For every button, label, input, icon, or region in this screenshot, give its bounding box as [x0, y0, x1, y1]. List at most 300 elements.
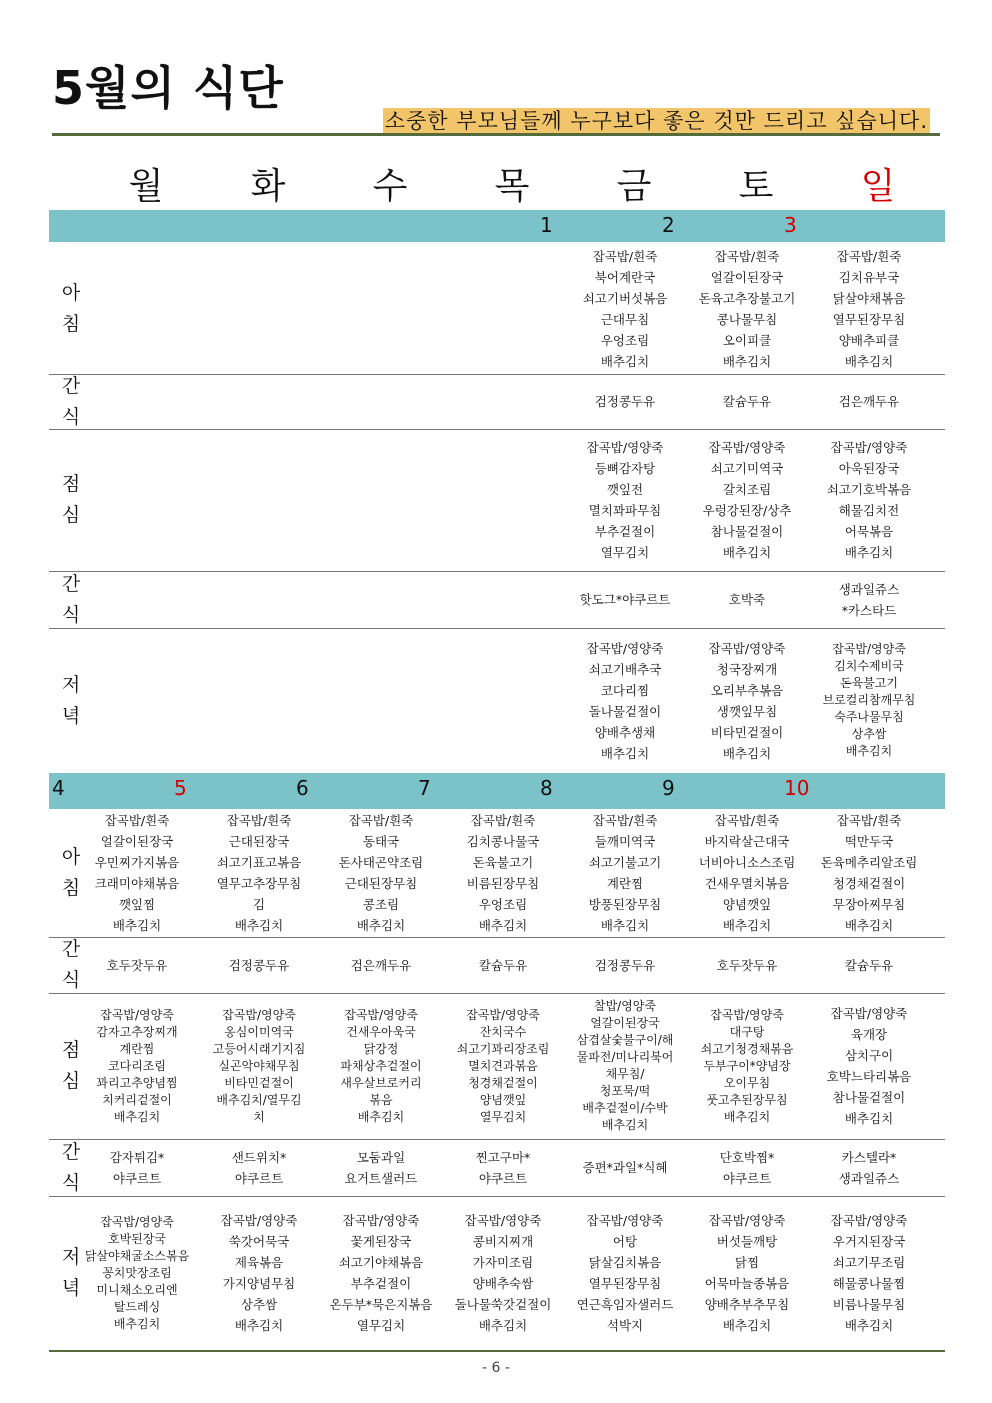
menu-cell [76, 993, 198, 1139]
menu-cell [76, 628, 198, 773]
menu-item: 양배추숙쌈 [472, 1276, 534, 1291]
menu-item: 칼슘두유 [722, 394, 772, 409]
menu-cell [442, 809, 564, 937]
menu-cell [320, 244, 442, 374]
menu-cell [808, 628, 930, 773]
menu-item: 상추쌈 [851, 727, 887, 741]
menu-item: 검은깨두유 [838, 394, 900, 409]
menu-item: 꽈리고추양념찜 [96, 1075, 178, 1090]
menu-cell [808, 809, 930, 937]
menu-cell [198, 429, 320, 571]
menu-item: 호두잣두유 [716, 957, 778, 973]
menu-item: 잡곡밥/영양죽 [586, 1213, 664, 1228]
menu-cell [442, 429, 564, 571]
menu-item: 잡곡밥/흰죽 [714, 813, 780, 828]
menu-cell [198, 1139, 320, 1196]
menu-cell [808, 1139, 930, 1196]
menu-item: 채무침/ [605, 1067, 645, 1081]
menu-item: 카스텔라* [841, 1149, 897, 1165]
menu-item: 찐고구마* [475, 1149, 531, 1165]
meal-label-char: 녁 [61, 1277, 81, 1299]
menu-item: 쇠고기미역국 [710, 461, 784, 476]
menu-item: 김치콩나물국 [466, 834, 540, 849]
menu-item: 야쿠르트 [234, 1170, 284, 1186]
menu-item: 배추김치 [723, 1109, 771, 1124]
menu-item: 너비아니소스조림 [698, 855, 796, 870]
menu-item: 온두부*묵은지볶음 [329, 1297, 433, 1312]
lunch-row [49, 429, 945, 572]
menu-cell [320, 628, 442, 773]
meal-label-char: 침 [61, 313, 81, 335]
menu-item: 배추겉절이/수박 [582, 1101, 668, 1115]
menu-cell [320, 937, 442, 993]
menu-item: 검정콩두유 [228, 957, 290, 973]
menu-cell [686, 429, 808, 571]
menu-item: 배추김치 [600, 745, 650, 761]
menu-cell [564, 374, 686, 429]
menu-item: 우렁강된장/상추 [702, 503, 792, 518]
menu-item: 닭찜 [734, 1255, 760, 1270]
snack-row [49, 571, 945, 629]
menu-item: 오리부추볶음 [710, 682, 784, 698]
menu-item: 배추김치 [722, 918, 772, 933]
menu-item: 검정콩두유 [594, 394, 656, 409]
menu-item: 깻잎전 [606, 482, 644, 497]
menu-cell [76, 1196, 198, 1350]
menu-item: 야쿠르트 [478, 1170, 528, 1186]
menu-cell [76, 571, 198, 628]
meal-label-char: 심 [61, 504, 81, 526]
menu-item: 계란찜 [119, 1041, 155, 1056]
menu-item: 멸치꽈파무침 [588, 503, 662, 518]
menu-cell [686, 628, 808, 773]
page-title: 5월의 식단 [52, 61, 284, 115]
menu-item: 닭살야채굴소스볶음 [84, 1248, 190, 1263]
menu-cell [808, 937, 930, 993]
menu-item: 생과일쥬스 [838, 581, 900, 597]
menu-item: 호두잣두유 [106, 957, 168, 973]
meal-label-char: 점 [61, 473, 81, 495]
menu-item: 갈치조림 [722, 482, 772, 497]
menu-cell [564, 809, 686, 937]
menu-item: 어묵마늘종볶음 [704, 1276, 790, 1291]
menu-item: 잡곡밥/영양죽 [100, 1214, 174, 1229]
menu-item: 꽃게된장국 [350, 1234, 412, 1249]
menu-item: 호박된장국 [108, 1231, 166, 1246]
lunch-row [49, 993, 945, 1140]
menu-item: 배추김치 [234, 1318, 284, 1333]
menu-item: 청포묵/떡 [599, 1084, 651, 1098]
menu-item: 미니채소오리엔 [96, 1282, 178, 1297]
menu-item: 샌드위치* [231, 1149, 287, 1165]
menu-item: 김치수제비국 [834, 659, 904, 673]
menu-item: 비타민겉절이 [710, 724, 784, 740]
menu-item: 콩비지찌개 [472, 1234, 534, 1249]
menu-item: 잡곡밥/영양죽 [342, 1213, 420, 1228]
menu-item: 건새우아욱국 [346, 1024, 416, 1039]
menu-cell [76, 937, 198, 993]
menu-item: 쇠고기버섯볶음 [582, 291, 668, 306]
menu-cell [686, 993, 808, 1139]
menu-cell [198, 628, 320, 773]
menu-item: 잡곡밥/영양죽 [220, 1213, 298, 1228]
date-number: 9 [662, 776, 675, 800]
menu-item: 근대된장국 [228, 834, 290, 849]
menu-item: 닭살김치볶음 [588, 1255, 662, 1270]
menu-item: 떡만두국 [844, 834, 894, 849]
menu-cell [442, 1196, 564, 1350]
menu-item: 배추김치 [601, 1118, 649, 1132]
menu-item: 모둠과일 [356, 1149, 406, 1165]
menu-cell [808, 1196, 930, 1350]
breakfast-row [49, 244, 945, 375]
menu-item: 치커리겉절이 [102, 1092, 172, 1107]
menu-cell [442, 571, 564, 628]
menu-cell [686, 1196, 808, 1350]
date-number: 10 [784, 776, 810, 800]
menu-item: 잡곡밥/흰죽 [104, 813, 170, 828]
menu-cell [808, 429, 930, 571]
menu-cell [320, 1139, 442, 1196]
menu-item: 잡곡밥/흰죽 [714, 249, 780, 264]
menu-item: 청경채겉절이 [468, 1075, 538, 1090]
menu-item: 쑥갓어묵국 [228, 1234, 290, 1249]
menu-item: 잡곡밥/영양죽 [586, 640, 664, 656]
menu-item: 배추김치 [844, 354, 894, 369]
menu-item: 쇠고기청경채볶음 [700, 1041, 794, 1056]
menu-item: 얼갈이된장국 [590, 1016, 660, 1030]
date-number: 6 [296, 776, 309, 800]
menu-item: 대구탕 [729, 1024, 765, 1039]
menu-item: 잔치국수 [479, 1024, 527, 1039]
weekday-sun: 일 [860, 166, 896, 207]
menu-item: 요거트샐러드 [344, 1170, 418, 1186]
meal-label-char: 아 [61, 282, 81, 304]
menu-item: 잡곡밥/흰죽 [226, 813, 292, 828]
meal-label-char: 간 [61, 1140, 81, 1163]
menu-item: 물파전/미나리북어 [576, 1050, 674, 1064]
menu-cell [808, 374, 930, 429]
weekday-fri: 금 [616, 166, 652, 207]
menu-cell [564, 993, 686, 1139]
menu-item: 브로컬리참깨무침 [822, 693, 916, 707]
menu-item: 등뼈감자탕 [594, 461, 656, 476]
menu-item: 코다리조림 [108, 1058, 166, 1073]
weekday-sat: 토 [738, 166, 774, 207]
menu-item: 육개장 [850, 1027, 888, 1042]
menu-item: 열무김치 [479, 1109, 527, 1124]
menu-item: 쇠고기배추국 [588, 661, 662, 677]
menu-item: 청경채겉절이 [832, 876, 906, 891]
menu-item: 잡곡밥/영양죽 [830, 1006, 908, 1021]
menu-item: 버섯들깨탕 [716, 1234, 778, 1249]
menu-item: 생깻잎무침 [716, 703, 778, 719]
title-rule [52, 133, 940, 136]
menu-item: 잡곡밥/영양죽 [222, 1007, 296, 1022]
menu-item: 연근흑임자샐러드 [576, 1297, 674, 1312]
menu-item: 비타민겉절이 [224, 1075, 294, 1090]
menu-item: 돈육불고기 [472, 855, 534, 870]
dinner-row [49, 628, 945, 775]
week-date-band [49, 773, 945, 809]
menu-item: 잡곡밥/흰죽 [592, 813, 658, 828]
menu-item: 제육볶음 [234, 1255, 284, 1270]
menu-item: 가자미조림 [472, 1255, 534, 1270]
menu-item: 배추김치 [722, 354, 772, 369]
menu-item: 탈드레싱 [113, 1299, 161, 1314]
menu-item: 배추김치 [478, 918, 528, 933]
menu-item: 콩조림 [362, 897, 400, 912]
menu-cell [320, 993, 442, 1139]
meal-label-char: 녁 [61, 704, 81, 727]
menu-item: 배추김치 [234, 918, 284, 933]
menu-item: 콩나물무침 [716, 312, 778, 327]
menu-cell [320, 571, 442, 628]
menu-item: 양념깻잎 [722, 897, 772, 912]
menu-item: 닭살야채볶음 [832, 291, 906, 306]
menu-item: 배추김치 [357, 1109, 405, 1124]
menu-item: 열무된장무침 [832, 312, 906, 327]
menu-cell [198, 1196, 320, 1350]
snack-row [49, 1139, 945, 1197]
menu-item: 계란찜 [606, 876, 644, 891]
menu-item: 바지락살근대국 [704, 834, 790, 849]
menu-item: 배추김치 [722, 545, 772, 560]
menu-item: 코다리찜 [600, 682, 650, 698]
meal-label-char: 간 [61, 374, 81, 397]
menu-item: 잡곡밥/영양죽 [100, 1007, 174, 1022]
menu-item: 배추김치 [844, 1318, 894, 1333]
menu-item: 얼갈이된장국 [100, 834, 174, 849]
menu-item: 잡곡밥/영양죽 [586, 440, 664, 455]
menu-cell [686, 937, 808, 993]
menu-cell [564, 244, 686, 374]
weekday-wed: 수 [372, 166, 408, 207]
menu-item: 증편*과일*식혜 [582, 1160, 668, 1175]
menu-cell [442, 374, 564, 429]
menu-item: 생과일쥬스 [838, 1170, 900, 1186]
weekday-mon: 월 [128, 166, 164, 207]
menu-item: 배추김치 [845, 744, 893, 758]
menu-item: 우엉조림 [600, 333, 650, 348]
menu-item: 우엉조림 [478, 897, 528, 912]
menu-item: 잡곡밥/영양죽 [344, 1007, 418, 1022]
menu-item: 치 [253, 1109, 265, 1124]
menu-cell [564, 429, 686, 571]
menu-item: 쇠고기표고볶음 [216, 855, 302, 870]
date-number: 2 [662, 213, 675, 237]
menu-item: 열무된장무침 [588, 1276, 662, 1291]
menu-item: 우거지된장국 [832, 1234, 906, 1249]
menu-item: 풋고추된장무침 [706, 1092, 788, 1107]
menu-cell [442, 244, 564, 374]
menu-item: 얼갈이된장국 [710, 270, 784, 285]
menu-cell [564, 1139, 686, 1196]
menu-item: 동태국 [362, 834, 400, 849]
menu-item: 참나물겉절이 [710, 524, 784, 539]
menu-item: 배추김치 [113, 1109, 161, 1124]
menu-item: 닭강정 [363, 1041, 399, 1056]
week-date-band [49, 210, 945, 242]
menu-item: 잡곡밥/영양죽 [832, 642, 906, 656]
meal-label-char: 식 [61, 1171, 81, 1194]
weekday-thu: 목 [494, 166, 530, 207]
menu-item: 두부구이*양념장 [703, 1058, 791, 1073]
menu-item: 칼슘두유 [844, 957, 894, 973]
menu-item: 양배추피클 [838, 333, 900, 348]
menu-cell [808, 571, 930, 628]
weekday-tue: 화 [250, 166, 286, 207]
menu-item: 부추겉절이 [350, 1276, 412, 1291]
menu-item: 꽁치맛장조림 [102, 1265, 172, 1280]
menu-item: 새우살브로커리 [340, 1075, 422, 1090]
date-number: 1 [540, 213, 553, 237]
date-number: 5 [174, 776, 187, 800]
meal-label-char: 아 [61, 846, 81, 868]
menu-item: 김치유부국 [838, 270, 900, 285]
weekday-header [49, 158, 945, 208]
menu-item: 돈육불고기 [840, 676, 898, 690]
menu-item: 잡곡밥/흰죽 [836, 813, 902, 828]
menu-item: 잡곡밥/흰죽 [348, 813, 414, 828]
menu-item: 호박느타리볶음 [826, 1069, 912, 1084]
menu-cell [198, 809, 320, 937]
breakfast-row [49, 809, 945, 938]
menu-item: 참나물겉절이 [832, 1090, 906, 1105]
meal-label-char: 식 [61, 405, 81, 428]
menu-item: 고등어시래기지짐 [212, 1041, 306, 1056]
menu-cell [320, 1196, 442, 1350]
menu-cell [442, 993, 564, 1139]
menu-cell [442, 937, 564, 993]
menu-item: 돈사태곤약조림 [338, 855, 424, 870]
menu-item: 잡곡밥/흰죽 [470, 813, 536, 828]
menu-item: 깻잎찜 [118, 897, 156, 912]
menu-item: 야쿠르트 [722, 1170, 772, 1186]
menu-item: 볶음 [369, 1092, 393, 1107]
menu-item: 열무김치 [600, 545, 650, 560]
menu-item: 근대무침 [600, 312, 650, 327]
meal-label-char: 점 [61, 1039, 81, 1061]
dinner-row [49, 1196, 945, 1352]
menu-item: 김 [252, 897, 266, 912]
menu-item: 찰밥/영양죽 [593, 999, 656, 1013]
menu-item: 열무김치 [356, 1318, 406, 1333]
menu-item: 파채상추겉절이 [340, 1058, 422, 1073]
menu-item: 배추김치 [722, 745, 772, 761]
menu-item: 북어계란국 [594, 270, 656, 285]
menu-item: 감자튀김* [109, 1149, 165, 1165]
menu-item: 배추김치 [844, 918, 894, 933]
menu-item: 쇠고기야채볶음 [338, 1255, 424, 1270]
menu-item: 돈육메추리알조림 [820, 855, 918, 870]
menu-item: 양배추부추무침 [704, 1297, 790, 1312]
menu-item: 잡곡밥/흰죽 [592, 249, 658, 264]
menu-item: 잡곡밥/영양죽 [708, 1213, 786, 1228]
menu-item: 해물김치전 [838, 503, 900, 518]
menu-item: 잡곡밥/흰죽 [836, 249, 902, 264]
menu-item: 청국장찌개 [716, 661, 778, 677]
menu-item: 상추쌈 [240, 1297, 278, 1312]
menu-item: 크래미야채볶음 [94, 876, 180, 891]
menu-cell [686, 571, 808, 628]
page-number: - 6 - [482, 1360, 510, 1376]
menu-item: 돌나물겉절이 [588, 703, 662, 719]
menu-cell [564, 571, 686, 628]
menu-item: 오이무침 [723, 1075, 771, 1090]
menu-item: 쇠고기불고기 [588, 855, 662, 870]
menu-cell [686, 244, 808, 374]
menu-cell [76, 429, 198, 571]
snack-row [49, 374, 945, 430]
menu-item: 옹심이미역국 [224, 1024, 294, 1039]
menu-item: 칼슘두유 [478, 957, 528, 973]
menu-item: 아욱된장국 [838, 461, 900, 476]
menu-item: 해물콩나물찜 [832, 1276, 906, 1291]
date-number: 8 [540, 776, 553, 800]
menu-cell [808, 244, 930, 374]
snack-row [49, 937, 945, 994]
date-number: 7 [418, 776, 431, 800]
menu-item: 배추김치 [722, 1318, 772, 1333]
menu-cell [686, 1139, 808, 1196]
menu-item: 배추김치 [112, 918, 162, 933]
meal-label-char: 간 [61, 572, 81, 595]
menu-cell [198, 244, 320, 374]
menu-item: 어탕 [612, 1234, 638, 1249]
menu-item: 야쿠르트 [112, 1170, 162, 1186]
menu-cell [442, 628, 564, 773]
meal-label-char: 간 [61, 938, 81, 960]
menu-item: 잡곡밥/영양죽 [830, 1213, 908, 1228]
menu-cell [198, 571, 320, 628]
menu-cell [76, 374, 198, 429]
menu-cell [198, 937, 320, 993]
menu-item: 오이피클 [722, 333, 772, 348]
menu-item: 멸치견과볶음 [468, 1058, 538, 1073]
menu-item: 잡곡밥/영양죽 [710, 1007, 784, 1022]
menu-item: 배추김치 [844, 545, 894, 560]
menu-item: 우민찌가지볶음 [94, 855, 180, 870]
menu-item: 잡곡밥/영양죽 [708, 640, 786, 656]
menu-item: 돌나물쑥갓겉절이 [454, 1297, 552, 1312]
menu-item: 무장아찌무침 [832, 897, 906, 912]
menu-item: 배추김치 [600, 918, 650, 933]
menu-item: 건새우멸치볶음 [704, 876, 790, 891]
menu-item: 비름나물무침 [832, 1297, 906, 1312]
menu-item: 핫도그*야쿠르트 [579, 592, 671, 607]
menu-cell [564, 937, 686, 993]
menu-cell [442, 1139, 564, 1196]
menu-cell [76, 244, 198, 374]
menu-item: 배추김치 [844, 1111, 894, 1126]
menu-item: 삼치구이 [844, 1048, 894, 1063]
menu-cell [76, 809, 198, 937]
menu-item: 쇠고기무조림 [832, 1255, 906, 1270]
menu-item: 방풍된장무침 [588, 897, 662, 912]
menu-item: 쇠고기호박볶음 [826, 482, 912, 497]
menu-cell [320, 374, 442, 429]
menu-cell [564, 1196, 686, 1350]
menu-item: 쇠고기꽈리장조림 [456, 1041, 550, 1056]
meal-label-char: 침 [61, 877, 81, 899]
subtitle-banner: 소중한 부모님들께 누구보다 좋은 것만 드리고 싶습니다. [384, 109, 928, 133]
menu-item: 어묵볶음 [844, 524, 894, 539]
menu-item: 석박지 [606, 1318, 644, 1333]
menu-item: 배추김치/열무김 [216, 1092, 302, 1107]
menu-cell [564, 628, 686, 773]
meal-label-char: 심 [61, 1070, 81, 1092]
